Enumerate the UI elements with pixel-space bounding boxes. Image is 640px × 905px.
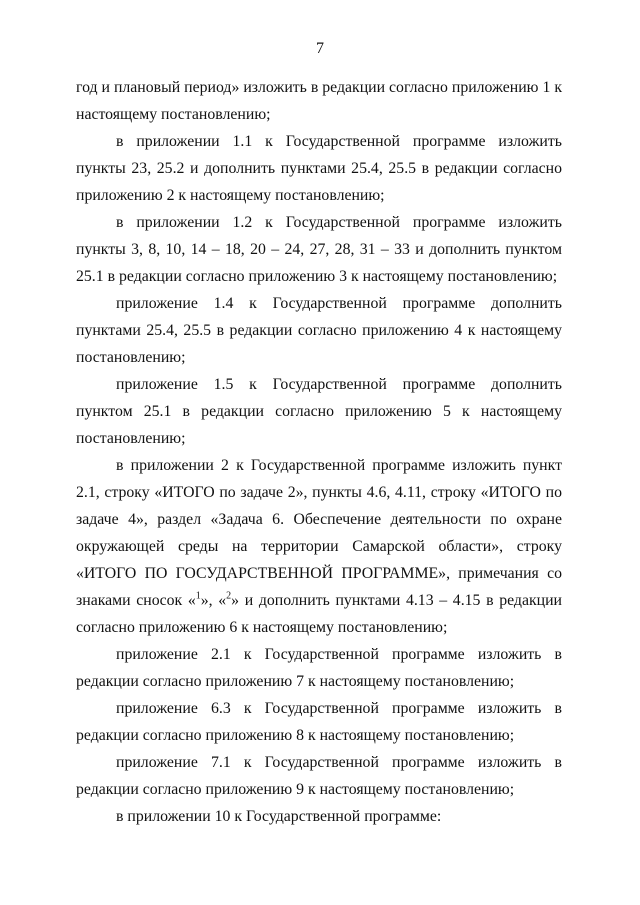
- document-body: [76, 74, 562, 830]
- paragraph-3: в приложении 1.2 к Государственной программе изложить пункты 3, 8, 10, 14 – 18, 20 – 24, 27, 28, 31 – 33 и дополнить пунктом 25.1 в редакции согласно приложению 3 к настоящему постановлению;: [76, 214, 562, 285]
- footnote-mark-2: 2: [226, 590, 232, 602]
- paragraph-6: [76, 452, 562, 641]
- page-number: 7: [316, 40, 324, 57]
- paragraph-6-text-a: в приложении 2 к Государственной программе изложить пункт 2.1, строку «ИТОГО по задаче 2», пункты 4.6, 4.11, строку «ИТОГО по задаче 4», раздел «Задача 6. Обеспечение деятельности по охране окружающей среды на территории Самарской области», строку «ИТОГО ПО ГОСУДАРСТВЕННОЙ ПРОГРАММЕ», примечания со знаками сноcок «: [76, 457, 562, 609]
- paragraph-10: в приложении 10 к Государственной программе:: [116, 808, 442, 825]
- paragraph-6-text-c: » и дополнить пунктами 4.13 – 4.15 в редакции согласно приложению 6 к настоящему постановлению;: [76, 592, 562, 636]
- footnote-mark-1: 1: [195, 590, 201, 602]
- paragraph-9: приложение 7.1 к Государственной программе изложить в редакции согласно приложению 9 к настоящему постановлению;: [76, 754, 562, 798]
- paragraph-5: приложение 1.5 к Государственной программе дополнить пунктом 25.1 в редакции согласно приложению 5 к настоящему постановлению;: [76, 376, 562, 447]
- paragraph-1: год и плановый период» изложить в редакции согласно приложению 1 к настоящему постановлению;: [76, 79, 562, 123]
- paragraph-4: приложение 1.4 к Государственной программе дополнить пунктами 25.4, 25.5 в редакции согласно приложению 4 к настоящему постановлению;: [76, 295, 562, 366]
- paragraph-7: приложение 2.1 к Государственной программе изложить в редакции согласно приложению 7 к настоящему постановлению;: [76, 646, 562, 690]
- paragraph-2: в приложении 1.1 к Государственной программе изложить пункты 23, 25.2 и дополнить пунктами 25.4, 25.5 в редакции согласно приложению 2 к настоящему постановлению;: [76, 133, 562, 204]
- paragraph-6-text-b: », «: [200, 592, 227, 609]
- paragraph-8: приложение 6.3 к Государственной программе изложить в редакции согласно приложению 8 к настоящему постановлению;: [76, 700, 562, 744]
